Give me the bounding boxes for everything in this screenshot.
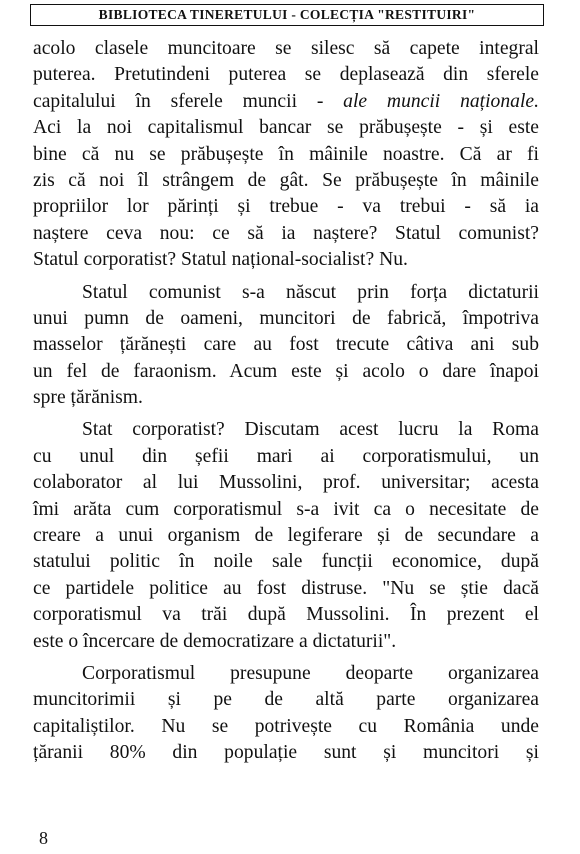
text-line: un fel de faraonism. Acum este și acolo o dare înapoi [33,360,539,382]
text-line: Corporatismul presupune deoparte organizarea [82,662,539,684]
text-line: Statul comunist s-a născut prin forța dictaturii [82,281,539,303]
text-line: muncitorimii și pe de altă parte organizarea [33,689,539,711]
text-line: cu unul din șefii mari ai corporatismului, un [33,445,539,467]
text-line: puterea. Pretutindeni puterea se deplasează din sferele [33,64,539,86]
text-line: este o încercare de democratizare a dictaturii". [33,630,397,652]
text-line: bine că nu se prăbușește în mâinile noastre. Că ar fi [33,143,539,165]
text-line-with-italic [33,89,539,115]
running-header-title: BIBLIOTECA TINERETULUI - COLECȚIA "RESTITUIRI" [98,7,476,22]
text-line: capitaliștilor. Nu se potrivește cu România unde [33,715,539,737]
text-line: unui pumn de oameni, muncitori de fabrică, împotriva [33,307,539,329]
paragraph [33,280,539,412]
text-line: Aci la noi capitalismul bancar se prăbușește - și este [33,117,539,139]
text-line: statului politic în noile sale funcții economice, după [33,551,539,573]
text-line: Stat corporatist? Discutam acest lucru la Roma [82,419,539,441]
text-line: propriilor lor părinți și trebue - va trebui - să ia [33,196,539,218]
text-line: zis că noi îl strângem de gât. Se prăbușește în mâinile [33,169,539,191]
text-line: Statul corporatist? Statul național-socialist? Nu. [33,249,408,271]
text-line: corporatismul va trăi după Mussolini. În prezent el [33,604,539,626]
italic-fragment: ale muncii naționale. [343,90,539,112]
page-number: 8 [39,828,48,848]
page-body [33,36,539,767]
text-line: acolo clasele muncitoare se silesc să capete integral [33,38,539,59]
text-line: ce partidele politice au fost distruse. "Nu se știe dacă [33,577,539,599]
running-header [30,4,544,26]
text-line: naștere ceva nou: ce să ia naștere? Statul comunist? [33,222,539,244]
paragraph [33,36,539,274]
text-line: creare a unui organism de legiferare și de secundare a [33,525,539,547]
paragraph [33,661,539,767]
text-line: țăranii 80% din populație sunt și muncitori și [33,742,539,764]
text-line: spre țărănism. [33,387,143,409]
paragraph [33,417,539,655]
text-line: îmi arăta cum corporatismul s-a ivit ca o necesitate de [33,498,539,520]
text-fragment: capitalului în sferele muncii - [33,90,344,112]
text-line: masselor țărănești care au fost trecute câtiva ani sub [33,334,539,356]
text-line: colaborator al lui Mussolini, prof. universitar; acesta [33,472,539,494]
